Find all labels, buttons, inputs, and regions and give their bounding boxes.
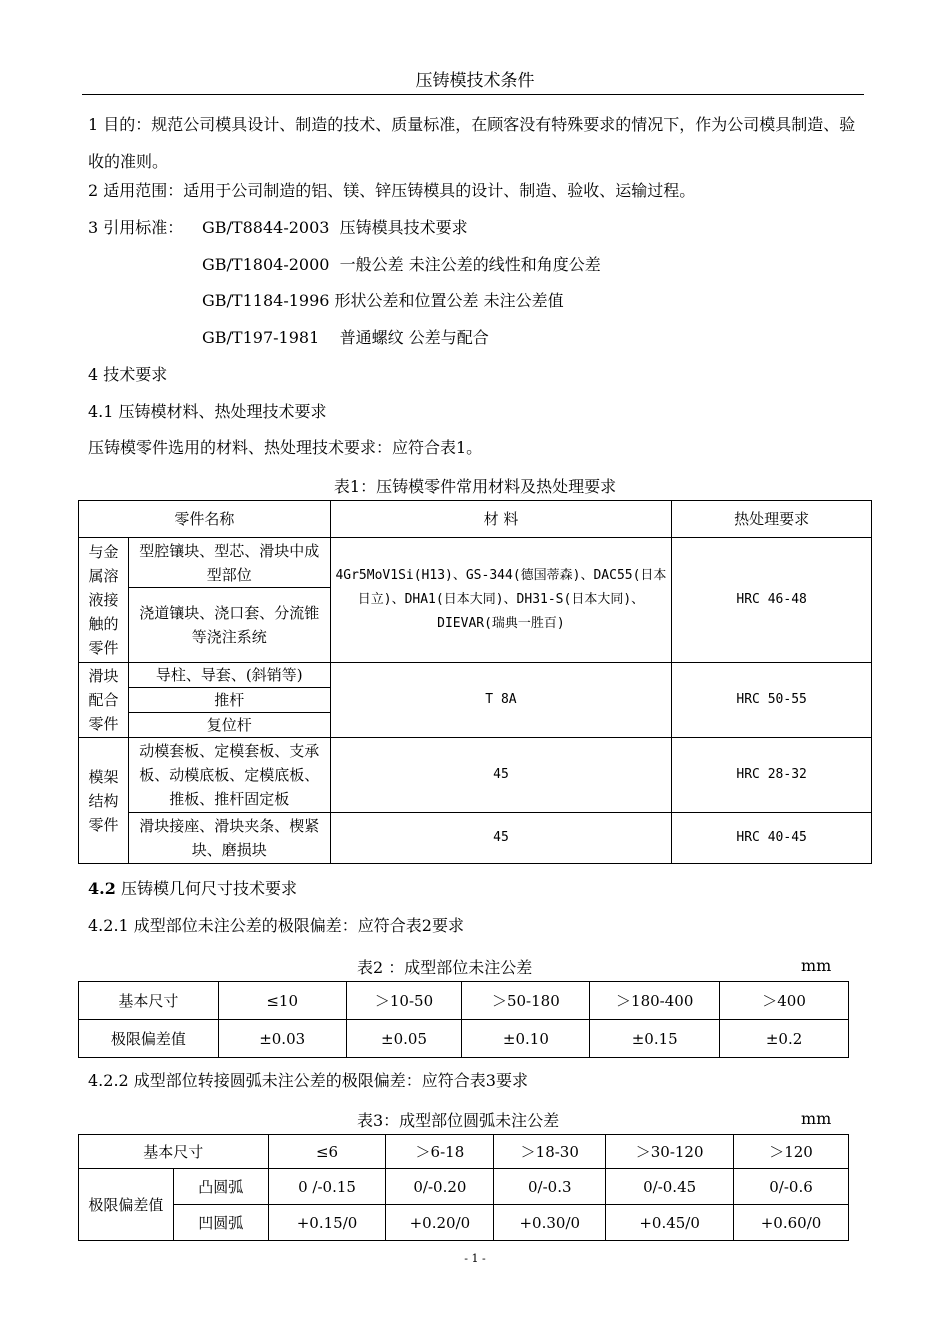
standard-item (202, 328, 489, 348)
row-label: 基本尺寸 (79, 1135, 269, 1169)
standard-item (202, 255, 601, 275)
section-2-scope: 2 适用范围：适用于公司制造的铝、镁、锌压铸模具的设计、制造、验收、运输过程。 (88, 181, 696, 200)
row-label: 基本尺寸 (79, 982, 219, 1020)
table-header: 零件名称 (79, 501, 331, 538)
tolerance-value: 0/-0.45 (606, 1169, 734, 1205)
row-group-label: 极限偏差值 (79, 1169, 174, 1241)
tolerance-value: +0.20/0 (386, 1205, 494, 1241)
part-name: 复位杆 (128, 713, 330, 738)
table3-caption: 表3：成型部位圆弧未注公差 (357, 1111, 560, 1130)
section-4-1-text: 压铸模零件选用的材料、热处理技术要求：应符合表1。 (88, 438, 483, 457)
part-name: 推杆 (128, 688, 330, 713)
tolerance-value: 0/-0.3 (494, 1169, 606, 1205)
tolerance-value: +0.30/0 (494, 1205, 606, 1241)
material-cell: 4Gr5MoV1Si(H13)、GS-344(德国蒂森)、DAC55(日本日立)、DHA1(日本大同)、DH31-S(日本大同)、DIEVAR(瑞典一胜百) (330, 538, 672, 663)
material-cell: 45 (330, 813, 672, 864)
materials-table (78, 500, 872, 864)
tolerance-value: +0.45/0 (606, 1205, 734, 1241)
size-range: ＞50-180 (462, 982, 590, 1020)
part-group: 模架结构零件 (79, 738, 129, 864)
section-4-1-heading: 4.1 压铸模材料、热处理技术要求 (88, 402, 327, 421)
page-number: - 1 - (464, 1252, 486, 1265)
part-name: 动模套板、定模套板、支承板、动模底板、定模底板、推板、推杆固定板 (128, 738, 330, 813)
material-cell: T 8A (330, 663, 672, 738)
row-label: 极限偏差值 (79, 1020, 219, 1058)
heat-treatment-cell: HRC 50-55 (672, 663, 872, 738)
standard-code: GB/T1804-2000 (202, 255, 330, 274)
row-label: 凸圆弧 (173, 1169, 268, 1205)
standard-item (202, 218, 468, 238)
standard-name: 压铸模具技术要求 (339, 218, 468, 237)
section-3-label: 3 引用标准： (88, 218, 184, 237)
tolerance-value: ±0.03 (218, 1020, 346, 1058)
table3-unit: mm (801, 1109, 832, 1128)
tolerance-value: ±0.10 (462, 1020, 590, 1058)
size-range: ＞400 (720, 982, 849, 1020)
section-4-2-1-text: 4.2.1 成型部位未注公差的极限偏差：应符合表2要求 (88, 916, 464, 935)
size-range: ≤10 (218, 982, 346, 1020)
size-range: ＞6-18 (386, 1135, 494, 1169)
size-range: ≤6 (268, 1135, 386, 1169)
part-name: 浇道镶块、浇口套、分流锥等浇注系统 (128, 588, 330, 663)
tolerance-value: ±0.2 (720, 1020, 849, 1058)
page-title: 压铸模技术条件 (415, 71, 535, 91)
standard-code: GB/T1184-1996 (202, 291, 330, 310)
arc-tolerance-table (78, 1134, 849, 1241)
row-label: 凹圆弧 (173, 1205, 268, 1241)
tolerance-value: ±0.05 (346, 1020, 462, 1058)
heat-treatment-cell: HRC 46-48 (672, 538, 872, 663)
standard-code: GB/T197-1981 (202, 328, 320, 347)
size-range: ＞10-50 (346, 982, 462, 1020)
section-4-heading: 4 技术要求 (88, 365, 168, 384)
part-name: 滑块接座、滑块夹条、楔紧块、磨损块 (128, 813, 330, 864)
part-group: 与金属溶液接触的零件 (79, 538, 129, 663)
section-4-2-heading (88, 879, 297, 899)
standard-name: 形状公差和位置公差 未注公差值 (334, 291, 564, 310)
size-range: ＞18-30 (494, 1135, 606, 1169)
standard-name: 一般公差 未注公差的线性和角度公差 (339, 255, 601, 274)
tolerance-value: +0.15/0 (268, 1205, 386, 1241)
table-header: 热处理要求 (672, 501, 872, 538)
tolerance-value: +0.60/0 (734, 1205, 849, 1241)
table2-caption: 表2 ：成型部位未注公差 (357, 958, 533, 977)
tolerance-value: 0/-0.20 (386, 1169, 494, 1205)
size-range: ＞30-120 (606, 1135, 734, 1169)
heat-treatment-cell: HRC 40-45 (672, 813, 872, 864)
table1-caption: 表1：压铸模零件常用材料及热处理要求 (333, 477, 617, 496)
heat-treatment-cell: HRC 28-32 (672, 738, 872, 813)
section-4-2-2-text: 4.2.2 成型部位转接圆弧未注公差的极限偏差：应符合表3要求 (88, 1071, 528, 1090)
part-name: 导柱、导套、(斜销等) (128, 663, 330, 688)
part-name: 型腔镶块、型芯、滑块中成型部位 (128, 538, 330, 588)
linear-tolerance-table (78, 981, 849, 1058)
standard-code: GB/T8844-2003 (202, 218, 330, 237)
section-title: 压铸模几何尺寸技术要求 (120, 879, 297, 898)
standard-name: 普通螺纹 公差与配合 (339, 328, 489, 347)
section-number: 4.2 (88, 879, 116, 898)
table2-unit: mm (801, 956, 832, 975)
part-group: 滑块配合零件 (79, 663, 129, 738)
size-range: ＞120 (734, 1135, 849, 1169)
tolerance-value: 0/-0.6 (734, 1169, 849, 1205)
tolerance-value: ±0.15 (590, 1020, 720, 1058)
title-divider (82, 94, 864, 95)
size-range: ＞180-400 (590, 982, 720, 1020)
tolerance-value: 0 /-0.15 (268, 1169, 386, 1205)
section-1-purpose: 1 目的：规范公司模具设计、制造的技术、质量标准，在顾客没有特殊要求的情况下，作为公司模具制造、验收的准则。 (88, 115, 856, 171)
table-header: 材 料 (330, 501, 672, 538)
material-cell: 45 (330, 738, 672, 813)
standard-item (202, 291, 564, 311)
